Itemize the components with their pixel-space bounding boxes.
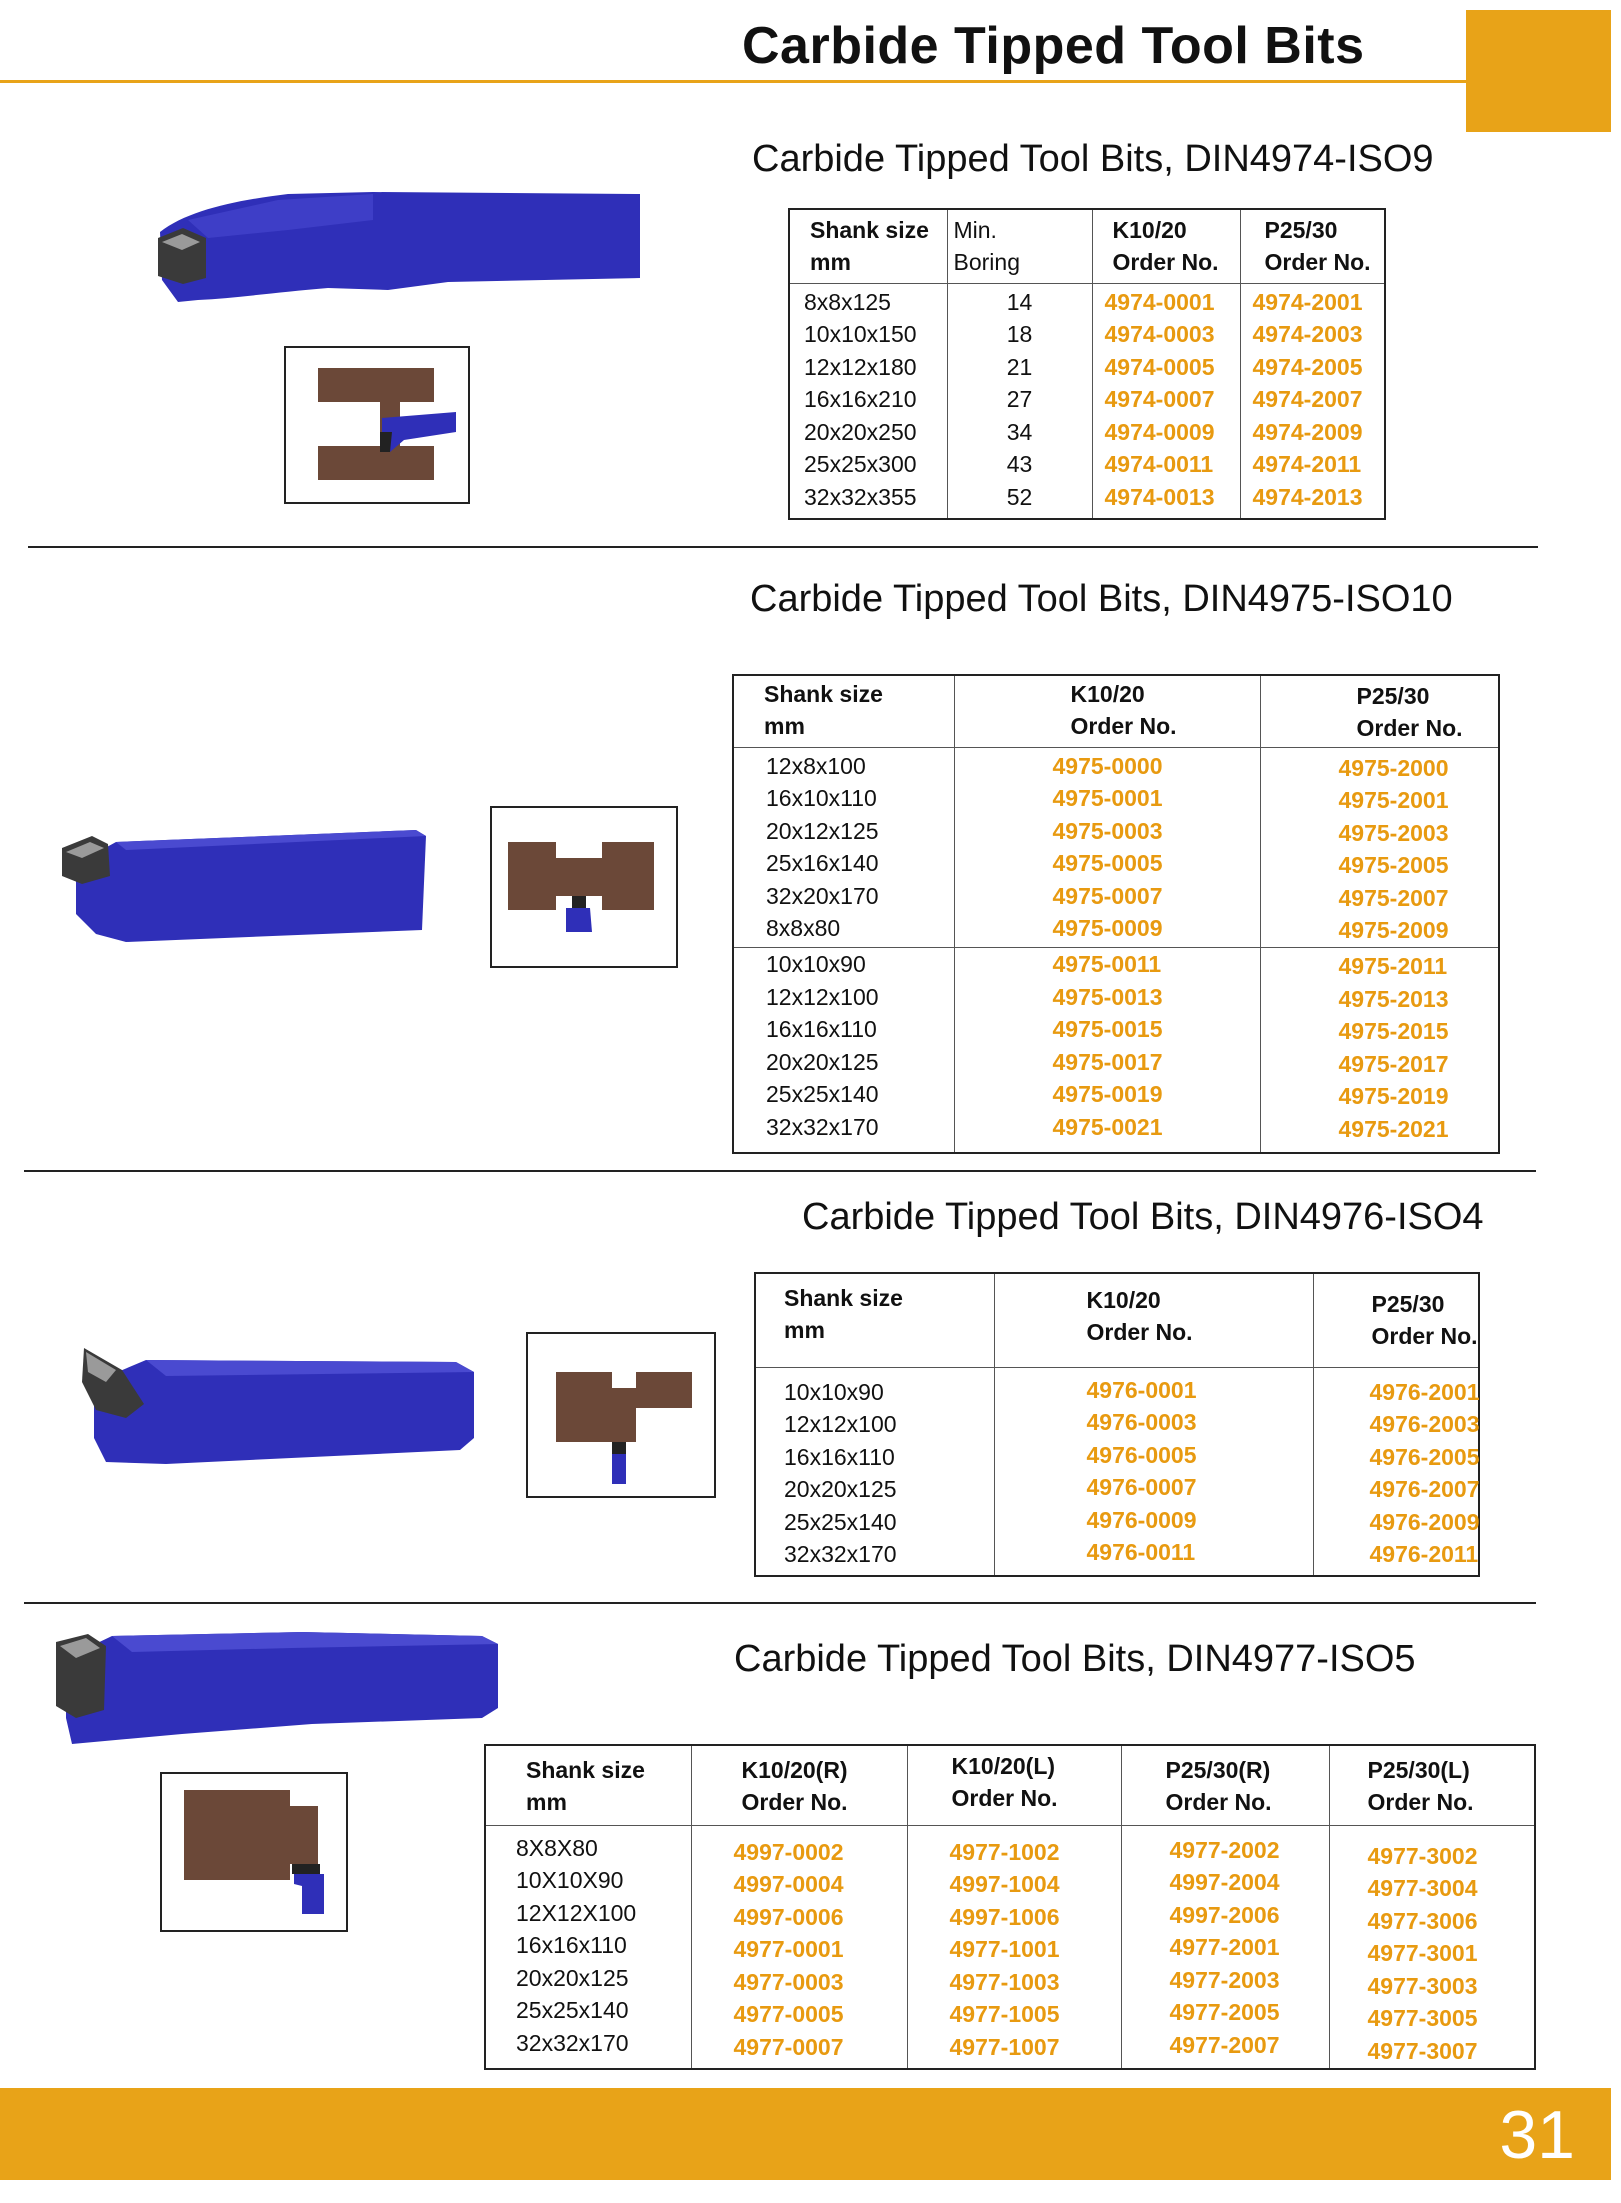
spec-table-din4974 (788, 208, 1386, 520)
section-title-din4974: Carbide Tipped Tool Bits, DIN4974-ISO9 (752, 138, 1434, 180)
header-shank-size: Shank size mm (733, 675, 954, 747)
column-p2530-order-no-group-b: 4975-2011 4975-2013 4975-2015 4975-2017 4975-2019 4975-2021 (1260, 948, 1499, 1153)
cutting-diagram-din4977 (160, 1772, 348, 1932)
column-p2530-r-order-no: 4977-2002 4997-2004 4997-2006 4977-2001 4977-2003 4977-2005 4977-2007 (1121, 1825, 1329, 2069)
tool-bit-din4975-image (56, 818, 426, 952)
section-divider (28, 546, 1538, 548)
column-p2530-l-order-no: 4977-3002 4977-3004 4977-3006 4977-3001 4977-3003 4977-3005 4977-3007 (1329, 1825, 1535, 2069)
header-shank-size: Shank size mm (485, 1745, 691, 1825)
facing-diagram-icon (528, 1334, 714, 1496)
header-k1020: K10/20 Order No. (1092, 209, 1240, 283)
cutting-diagram-din4976 (526, 1332, 716, 1498)
header-p2530: P25/30 Order No. (1313, 1273, 1479, 1367)
header-k1020-r: K10/20(R) Order No. (691, 1745, 907, 1825)
column-p2530-order-no-group-a: 4975-2000 4975-2001 4975-2003 4975-2005 4975-2007 4975-2009 (1260, 747, 1499, 948)
header-p2530-r: P25/30(R) Order No. (1121, 1745, 1329, 1825)
cutting-diagram-din4975 (490, 806, 678, 968)
column-shank-size: 8X8X80 10X10X90 12X12X100 16x16x110 20x20x125 25x25x140 32x32x170 (485, 1825, 691, 2069)
footer-bar (0, 2088, 1611, 2180)
column-k1020-order-no-group-b: 4975-0011 4975-0013 4975-0015 4975-0017 4975-0019 4975-0021 (954, 948, 1260, 1153)
column-shank-size: 8x8x125 10x10x150 12x12x180 16x16x210 20x20x250 25x25x300 32x32x355 (789, 283, 947, 519)
header-k1020: K10/20 Order No. (954, 675, 1260, 747)
boring-diagram-icon (286, 348, 468, 502)
spec-table-din4975 (732, 674, 1500, 1154)
column-min-boring: 14 18 21 27 34 43 52 (947, 283, 1092, 519)
header-p2530-l: P25/30(L) Order No. (1329, 1745, 1535, 1825)
parting-diagram-icon (492, 808, 676, 966)
header-k1020: K10/20 Order No. (994, 1273, 1313, 1367)
section-divider (24, 1170, 1536, 1172)
column-p2530-order-no: 4974-2001 4974-2003 4974-2005 4974-2007 4974-2009 4974-2011 4974-2013 (1240, 283, 1385, 519)
header-min-boring: Min. Boring (947, 209, 1092, 283)
column-k1020-r-order-no: 4997-0002 4997-0004 4997-0006 4977-0001 4977-0003 4977-0005 4977-0007 (691, 1825, 907, 2069)
page-title: Carbide Tipped Tool Bits (742, 17, 1365, 75)
tool-bit-din4976-image (76, 1342, 476, 1470)
column-k1020-order-no: 4976-0001 4976-0003 4976-0005 4976-0007 4976-0009 4976-0011 (994, 1367, 1313, 1576)
header-shank-size: Shank size mm (789, 209, 947, 283)
header-p2530: P25/30 Order No. (1260, 675, 1499, 747)
tool-bit-din4977-image (52, 1622, 500, 1748)
column-shank-size-group-b: 10x10x90 12x12x100 16x16x110 20x20x125 25x25x140 32x32x170 (733, 948, 954, 1153)
offset-diagram-icon (162, 1774, 346, 1930)
header-shank-size: Shank size mm (755, 1273, 994, 1367)
section-title-din4976: Carbide Tipped Tool Bits, DIN4976-ISO4 (802, 1196, 1484, 1238)
column-k1020-order-no: 4974-0001 4974-0003 4974-0005 4974-0007 4974-0009 4974-0011 4974-0013 (1092, 283, 1240, 519)
column-k1020-order-no-group-a: 4975-0000 4975-0001 4975-0003 4975-0005 4975-0007 4975-0009 (954, 747, 1260, 948)
header-k1020-l: K10/20(L) Order No. (907, 1745, 1121, 1825)
spec-table-din4977 (484, 1744, 1536, 2070)
column-shank-size-group-a: 12x8x100 16x10x110 20x12x125 25x16x140 32x20x170 8x8x80 (733, 747, 954, 948)
section-divider (24, 1602, 1536, 1604)
column-shank-size: 10x10x90 12x12x100 16x16x110 20x20x125 25x25x140 32x32x170 (755, 1367, 994, 1576)
spec-table-din4976 (754, 1272, 1480, 1577)
page-number: 31 (1499, 2097, 1575, 2173)
section-title-din4975: Carbide Tipped Tool Bits, DIN4975-ISO10 (750, 578, 1453, 620)
tool-bit-din4974-image (148, 180, 640, 310)
header-p2530: P25/30 Order No. (1240, 209, 1385, 283)
header-rule (0, 80, 1466, 83)
cutting-diagram-din4974 (284, 346, 470, 504)
column-k1020-l-order-no: 4977-1002 4997-1004 4997-1006 4977-1001 4977-1003 4977-1005 4977-1007 (907, 1825, 1121, 2069)
section-title-din4977: Carbide Tipped Tool Bits, DIN4977-ISO5 (734, 1638, 1416, 1680)
column-p2530-order-no: 4976-2001 4976-2003 4976-2005 4976-2007 4976-2009 4976-2011 (1313, 1367, 1479, 1576)
corner-accent-block (1466, 10, 1611, 132)
